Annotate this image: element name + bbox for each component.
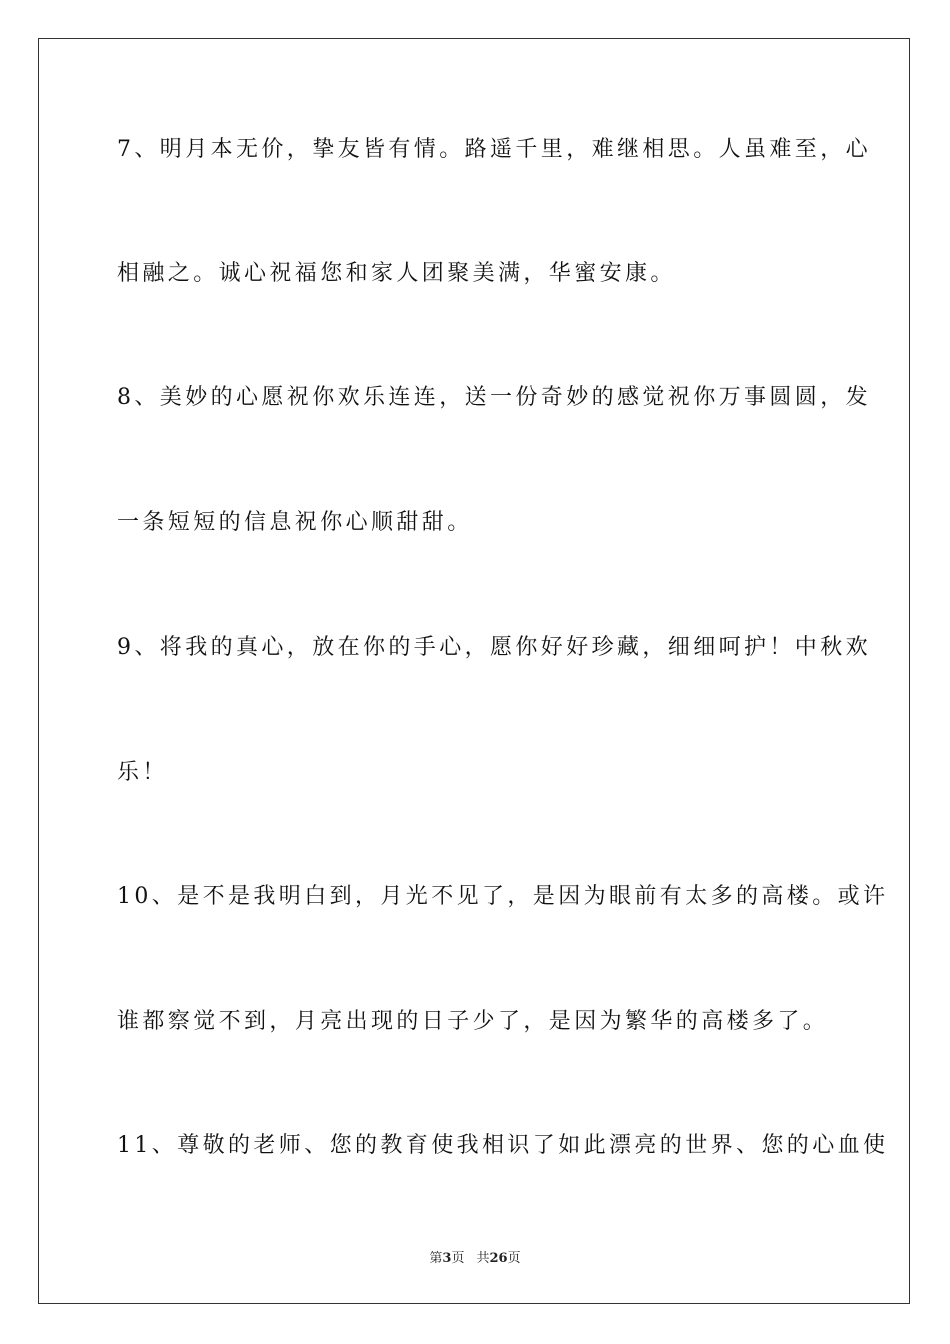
- footer-page-prefix: 第: [429, 1251, 443, 1266]
- text-line-4: 一条短短的信息祝你心顺甜甜。: [117, 510, 473, 535]
- text-line-2: 相融之。诚心祝福您和家人团聚美满，华蜜安康。: [117, 261, 676, 286]
- footer-page-suffix: 页: [451, 1251, 465, 1266]
- text-line-3: 8、美妙的心愿祝你欢乐连连，送一份奇妙的感觉祝你万事圆圆，发: [117, 385, 871, 410]
- footer-total-prefix: 共: [476, 1251, 490, 1266]
- page-footer: [0, 1247, 950, 1266]
- footer-page-current: 3: [442, 1251, 452, 1266]
- footer-total-suffix: 页: [507, 1251, 521, 1266]
- page-border: [38, 38, 910, 1304]
- footer-page-total: 26: [489, 1251, 508, 1266]
- text-line-6: 乐！: [117, 760, 168, 785]
- text-line-9: 11、尊敬的老师、您的教育使我相识了如此漂亮的世界、您的心血使: [117, 1133, 889, 1158]
- text-line-8: 谁都察觉不到，月亮出现的日子少了，是因为繁华的高楼多了。: [117, 1009, 829, 1034]
- text-line-1: 7、明月本无价，挚友皆有情。路遥千里，难继相思。人虽难至，心: [117, 137, 871, 162]
- text-line-7: 10、是不是我明白到，月光不见了，是因为眼前有太多的高楼。或许: [117, 884, 889, 909]
- text-line-5: 9、将我的真心，放在你的手心，愿你好好珍藏，细细呵护！中秋欢: [117, 635, 871, 660]
